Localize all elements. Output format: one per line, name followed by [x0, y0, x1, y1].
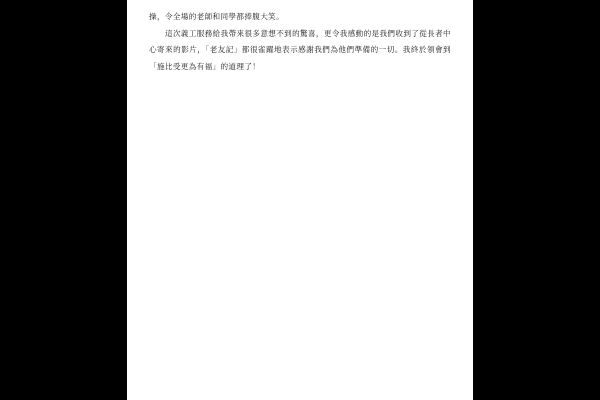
paragraph-main: 這次義工服務給我帶來很多意想不到的驚喜，更令我感動的是我們收到了從長者中心寄來的影片，「老友記」都很雀躍地表示感謝我們為他們準備的一切。我終於領會到「施比受更為有福」的道理了！: [149, 28, 451, 71]
paragraph-continuation: 操，令全場的老師和同學都捧腹大笑。: [149, 12, 285, 21]
document-text-body: [149, 9, 451, 75]
document-page: [127, 0, 473, 400]
